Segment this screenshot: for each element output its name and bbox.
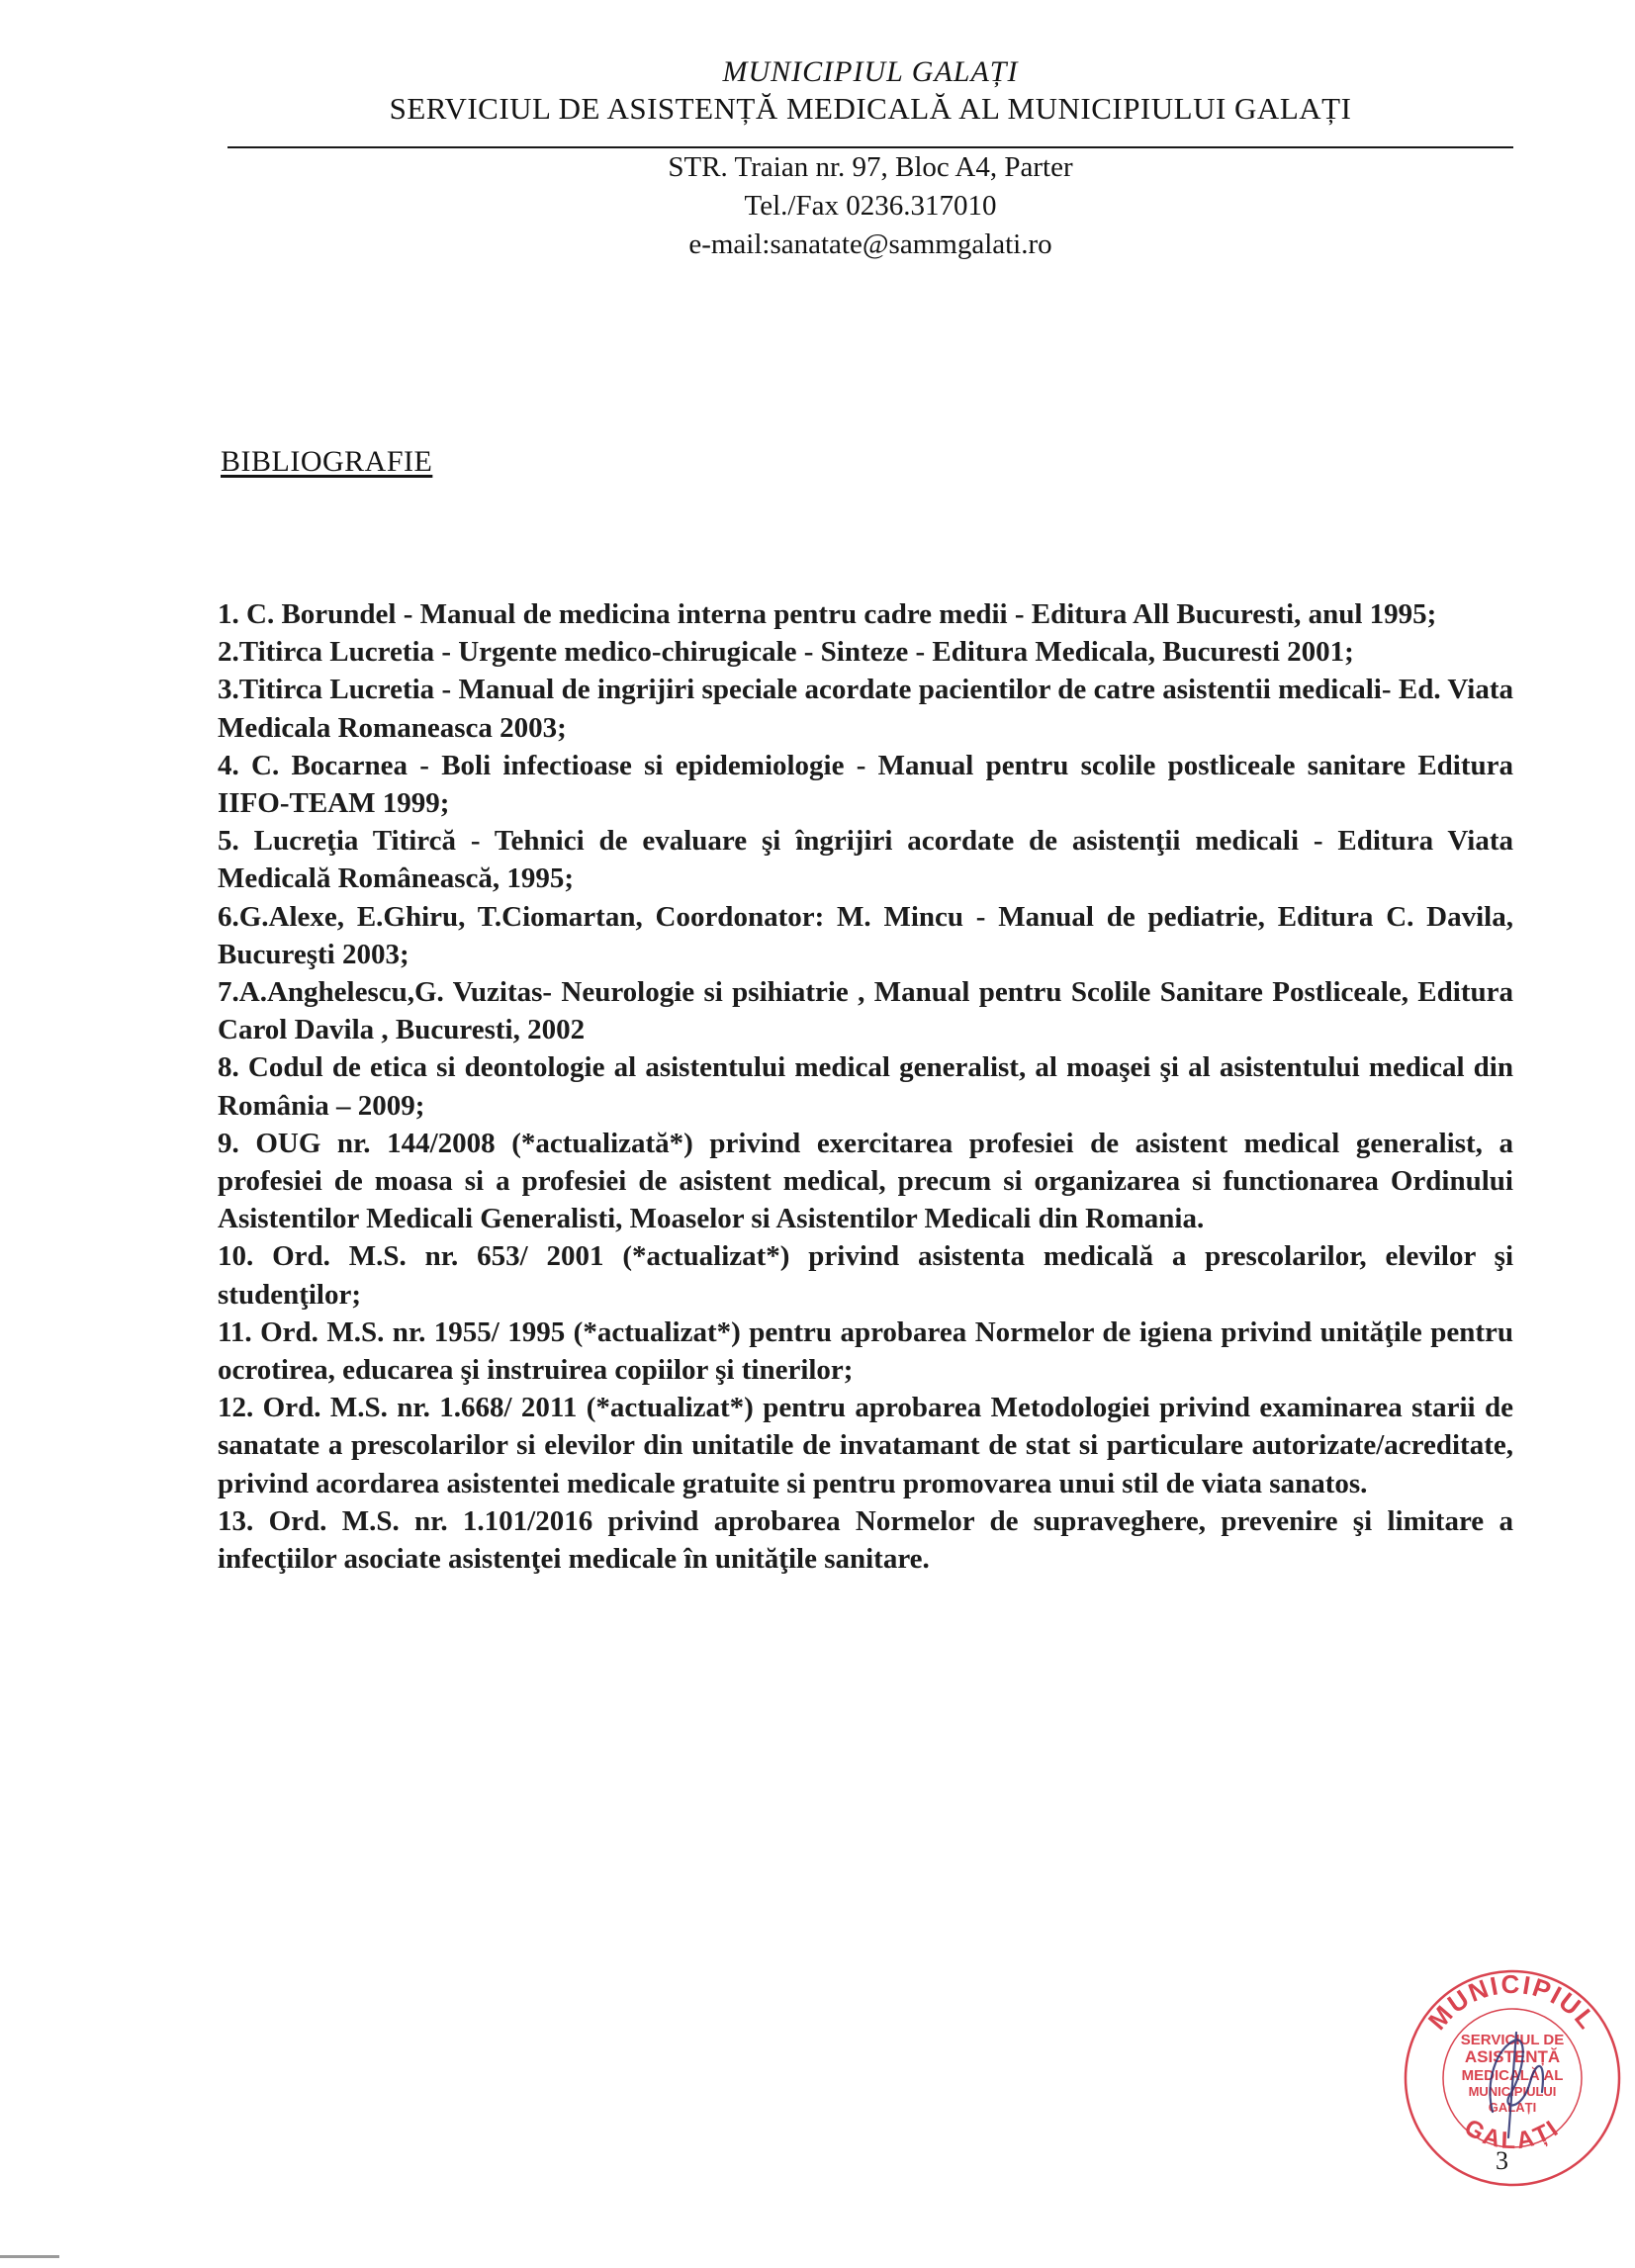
bibliography-entry-10: 10. Ord. M.S. nr. 653/ 2001 (*actualizat*) privind asistenta medicală a prescolarilor, elevilor şi studenţilor; xyxy=(218,1240,1513,1311)
bibliography-entry-3: 3.Titirca Lucretia - Manual de ingrijiri speciale acordate pacientilor de catre asistentii medicali- Ed. Viata Medicala Romaneasca 2003; xyxy=(218,674,1513,744)
document-header xyxy=(227,54,1513,128)
service-name: SERVICIUL DE ASISTENȚĂ MEDICALĂ AL MUNICIPIULUI GALAȚI xyxy=(389,91,1352,126)
bibliography-entry-6: 6.G.Alexe, E.Ghiru, T.Ciomartan, Coordonator: M. Mincu - Manual de pediatrie, Editura C. Davila, Bucureşti 2003; xyxy=(218,900,1513,970)
contact-block xyxy=(227,148,1513,264)
stamp-line-4: MUNICIPIULUI xyxy=(1468,2084,1557,2099)
phone-line: Tel./Fax 0236.317010 xyxy=(744,190,997,222)
bibliography-entry-13: 13. Ord. M.S. nr. 1.101/2016 privind aprobarea Normelor de supraveghere, prevenire şi limitare a infecţiilor asociate asistenţei medicale în unităţile sanitare. xyxy=(218,1504,1513,1576)
bibliography-entry-2: 2.Titirca Lucretia - Urgente medico-chirugicale - Sinteze - Editura Medicala, Bucuresti 2001; xyxy=(218,636,1354,669)
stamp-ring-bottom-text: GALAȚI xyxy=(1459,2114,1566,2155)
page-number: 3 xyxy=(1496,2146,1508,2175)
stamp-line-2: ASISTENȚĂ xyxy=(1464,2047,1561,2066)
official-stamp xyxy=(1398,1963,1627,2193)
bibliography-entry-12: 12. Ord. M.S. nr. 1.668/ 2011 (*actualizat*) pentru aprobarea Metodologiei privind examinarea starii de sanatate a prescolarilor si elevilor din unitatile de invatamant de stat si particulare autorizate/acreditate, privind acordarea asistentei medicale gratuite si pentru promovarea unui stil de viata sanatos. xyxy=(218,1392,1513,1499)
bibliography-entry-4: 4. C. Bocarnea - Boli infectioase si epidemiologie - Manual pentru scolile postliceale sanitare Editura IIFO-TEAM 1999; xyxy=(218,749,1513,820)
stamp-line-1: SERVICIUL DE xyxy=(1460,2032,1565,2048)
municipality-name: MUNICIPIUL GALAȚI xyxy=(722,55,1019,88)
bibliography-entry-8: 8. Codul de etica si deontologie al asistentului medical generalist, al moaşei şi al asistentului medical din România – 2009; xyxy=(218,1051,1513,1122)
bibliography-entry-1: 1. C. Borundel - Manual de medicina interna pentru cadre medii - Editura All Bucuresti, anul 1995; xyxy=(218,598,1437,630)
scan-edge-mark xyxy=(0,2255,59,2258)
bibliography-entry-7: 7.A.Anghelescu,G. Vuzitas- Neurologie si psihiatrie , Manual pentru Scolile Sanitare Postliceale, Editura Carol Davila , Bucuresti, 2002 xyxy=(218,976,1513,1046)
svg-text:MUNICIPIUL xyxy=(1422,1969,1603,2036)
bibliography-list xyxy=(218,595,1513,1578)
svg-text:GALAȚI xyxy=(1460,2114,1566,2154)
address-line: STR. Traian nr. 97, Bloc A4, Parter xyxy=(668,151,1073,183)
bibliography-entry-11: 11. Ord. M.S. nr. 1955/ 1995 (*actualizat*) pentru aprobarea Normelor de igiena privind unităţile pentru ocrotirea, educarea şi instruirea copiilor şi tinerilor; xyxy=(218,1315,1513,1387)
stamp-ring-text: MUNICIPIUL xyxy=(1421,1968,1603,2037)
bibliography-entry-5: 5. Lucreţia Titircă - Tehnici de evaluare şi îngrijiri acordate de asistenţii medicali - Editura Viata Medicală Românească, 1995; xyxy=(218,825,1513,895)
email-line: e-mail:sanatate@sammgalati.ro xyxy=(688,228,1052,260)
bibliography-entry-9: 9. OUG nr. 144/2008 (*actualizată*) privind exercitarea profesiei de asistent medical generalist, a profesiei de moasa si a profesiei de asistent medical, precum si organizarea si functionarea Ordinului Asistentilor Medicali Generalisti, Moaselor si Asistentilor Medicali din Romania. xyxy=(218,1127,1513,1235)
stamp-line-3: MEDICALĂ AL xyxy=(1461,2067,1564,2084)
section-title: BIBLIOGRAFIE xyxy=(221,445,433,478)
stamp-line-5: GALAȚI xyxy=(1488,2100,1537,2115)
